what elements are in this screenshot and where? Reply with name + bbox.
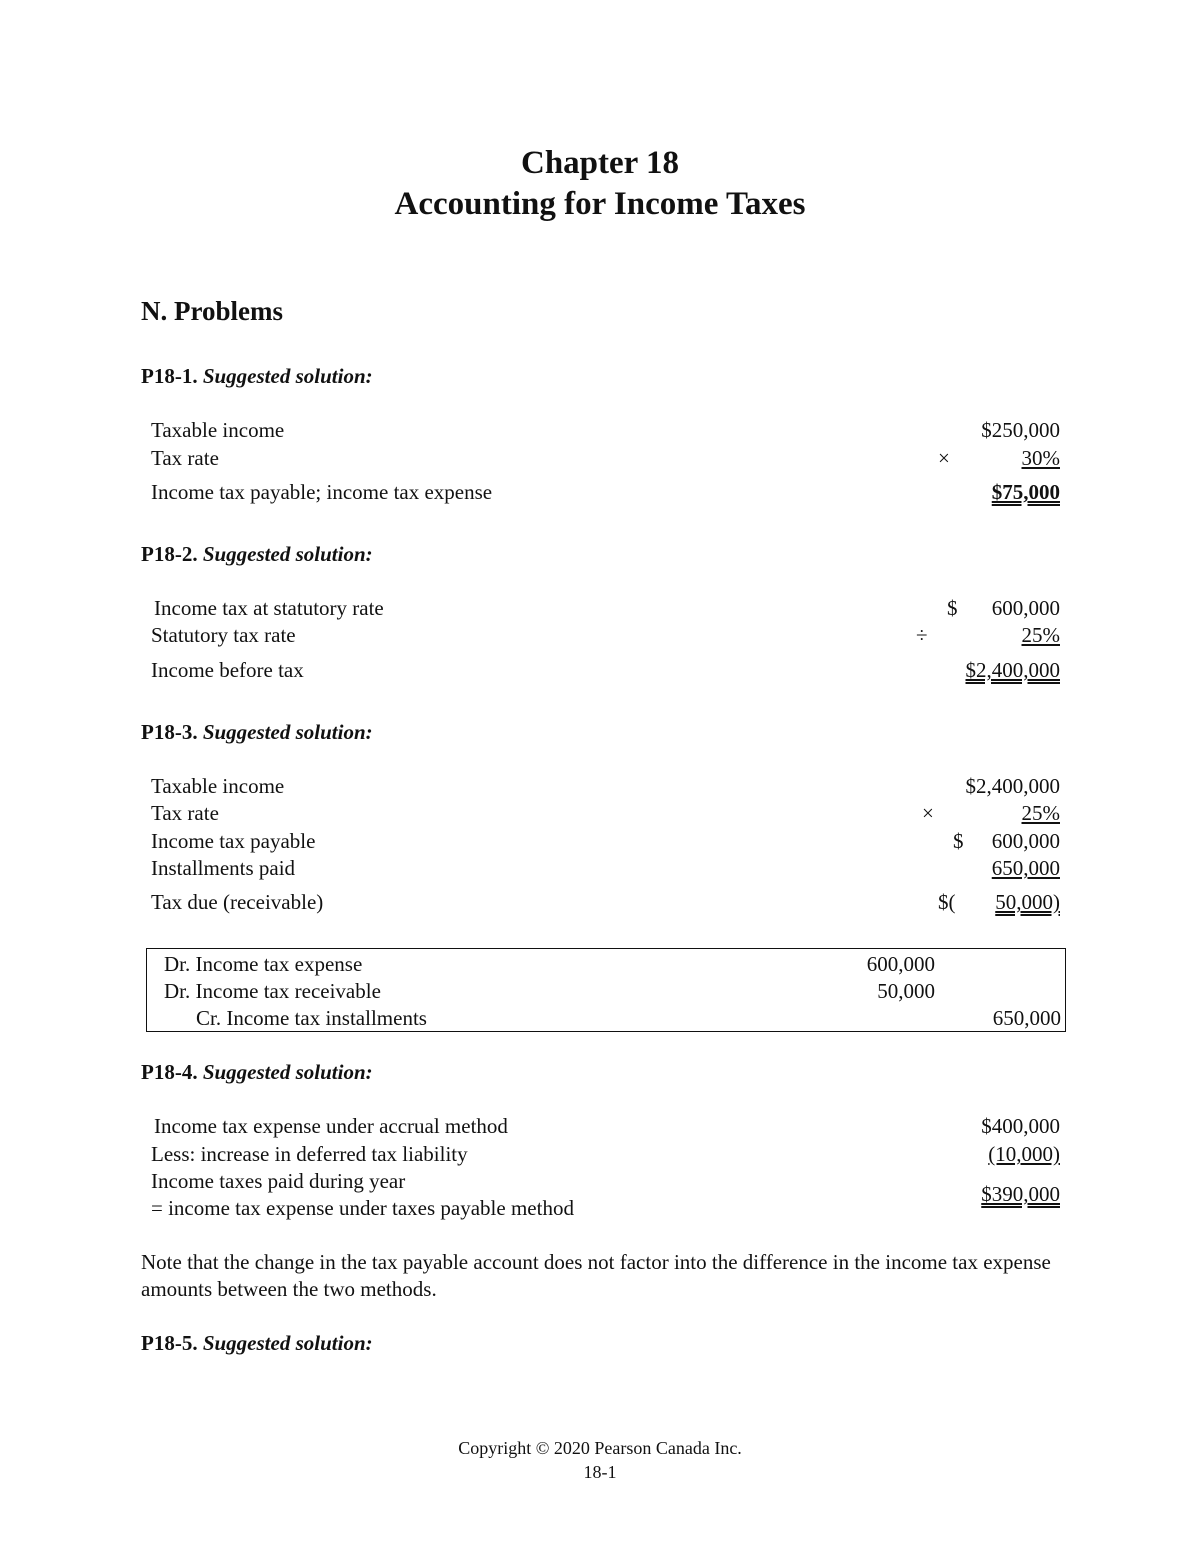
dollar-sign: $ — [953, 829, 964, 853]
row-label: Installments paid — [151, 856, 296, 880]
problem-subtitle: Suggested solution: — [202, 1331, 373, 1355]
page-number: 18-1 — [583, 1462, 617, 1482]
row-label: Income before tax — [151, 658, 304, 682]
row-label: Tax rate — [151, 446, 219, 470]
row-label: Tax due (receivable) — [151, 890, 324, 914]
row-value: 30% — [1021, 446, 1060, 470]
journal-account: Dr. Income tax expense — [164, 952, 363, 976]
row-value: $400,000 — [981, 1114, 1060, 1138]
row-label: Income taxes paid during year — [151, 1169, 406, 1193]
section-heading: N. Problems — [141, 296, 283, 326]
problem-heading-p18-5 — [141, 1331, 373, 1356]
journal-debit: 600,000 — [866, 952, 935, 976]
problem-heading-p18-4 — [141, 1060, 373, 1085]
problem-subtitle: Suggested solution: — [202, 1060, 373, 1084]
journal-account: Cr. Income tax installments — [196, 1006, 427, 1030]
row-total: $( 50,000) — [938, 890, 1060, 914]
journal-account: Dr. Income tax receivable — [164, 979, 381, 1003]
problem-label: P18-5. — [141, 1331, 198, 1355]
operator-symbol: × — [938, 446, 950, 470]
row-value: 600,000 — [991, 596, 1060, 620]
row-label: Taxable income — [151, 418, 285, 442]
row-value: $250,000 — [981, 418, 1060, 442]
row-label: Tax rate — [151, 801, 219, 825]
copyright-notice: Copyright © 2020 Pearson Canada Inc. — [458, 1438, 742, 1458]
chapter-title: Accounting for Income Taxes — [394, 186, 806, 222]
row-total: $390,000 — [981, 1182, 1060, 1206]
operator-symbol: ÷ — [916, 623, 928, 647]
problem-label: P18-4. — [141, 1060, 198, 1084]
problem-heading-p18-2 — [141, 542, 373, 567]
row-label: = income tax expense under taxes payable method — [151, 1196, 574, 1220]
dollar-sign: $ — [947, 596, 958, 620]
row-label: Income tax payable — [151, 829, 316, 853]
row-value: 25% — [1021, 801, 1060, 825]
row-value: 25% — [1021, 623, 1060, 647]
row-label: Income tax payable; income tax expense — [151, 480, 493, 504]
row-value: $2,400,000 — [965, 774, 1060, 798]
row-label: Income tax at statutory rate — [154, 596, 384, 620]
problem-subtitle: Suggested solution: — [202, 720, 373, 744]
problem-label: P18-2. — [141, 542, 198, 566]
problem-subtitle: Suggested solution: — [202, 364, 373, 388]
journal-debit: 50,000 — [877, 979, 935, 1003]
chapter-number: Chapter 18 — [521, 145, 679, 181]
problem-heading-p18-1 — [141, 364, 373, 389]
journal-credit: 650,000 — [992, 1006, 1061, 1030]
row-value: 650,000 — [991, 856, 1060, 880]
problem-heading-p18-3 — [141, 720, 373, 745]
problem-label: P18-1. — [141, 364, 198, 388]
row-total: $75,000 — [991, 480, 1060, 504]
explanatory-note: Note that the change in the tax payable account does not factor into the difference in the income tax expense amounts between the two methods. — [141, 1250, 1051, 1301]
row-label: Less: increase in deferred tax liability — [151, 1142, 468, 1166]
problem-subtitle: Suggested solution: — [202, 542, 373, 566]
row-label: Statutory tax rate — [151, 623, 296, 647]
row-value: 600,000 — [991, 829, 1060, 853]
problem-label: P18-3. — [141, 720, 198, 744]
row-label: Income tax expense under accrual method — [154, 1114, 508, 1138]
row-value: (10,000) — [988, 1142, 1060, 1166]
operator-symbol: × — [922, 801, 934, 825]
row-label: Taxable income — [151, 774, 285, 798]
row-total: $2,400,000 — [965, 658, 1060, 682]
